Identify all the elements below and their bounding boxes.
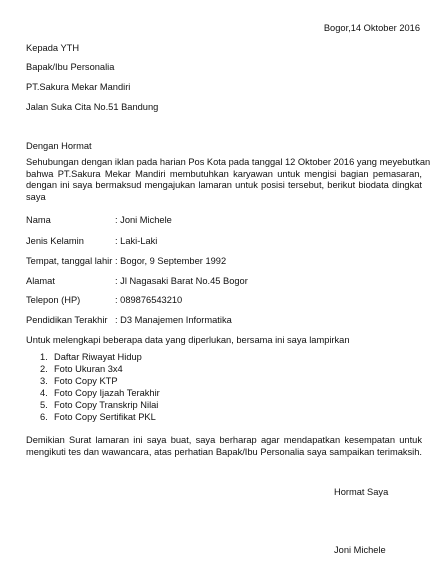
greeting: Dengan Hormat <box>26 141 92 151</box>
biodata-value-gender: : Laki-Laki <box>115 236 158 246</box>
recipient-line-3: PT.Sakura Mekar Mandiri <box>26 82 131 92</box>
closing-line: Demikian Surat lamaran ini saya buat, saya berharap agar mendapatkan kesempatan untuk <box>26 435 422 445</box>
list-item: Foto Ukuran 3x4 <box>54 364 123 374</box>
list-item: Foto Copy Sertifikat PKL <box>54 412 156 422</box>
biodata-value-phone: : 089876543210 <box>115 295 183 305</box>
signature-name: Joni Michele <box>334 545 386 555</box>
list-item-number: 2. <box>40 364 48 374</box>
recipient-line-1: Kepada YTH <box>26 43 80 53</box>
list-item: Foto Copy Ijazah Terakhir <box>54 388 160 398</box>
closing-paragraph <box>26 435 422 458</box>
list-item-number: 6. <box>40 412 48 422</box>
intro-paragraph <box>26 157 431 203</box>
biodata-label-phone: Telepon (HP) <box>26 295 81 305</box>
attachments-intro: Untuk melengkapi beberapa data yang diperlukan, bersama ini saya lampirkan <box>26 335 350 345</box>
list-item: Foto Copy KTP <box>54 376 118 386</box>
biodata-value-name: : Joni Michele <box>115 215 172 225</box>
list-item-number: 3. <box>40 376 48 386</box>
biodata-value-birth: : Bogor, 9 September 1992 <box>115 256 227 266</box>
biodata-value-address: : Jl Nagasaki Barat No.45 Bogor <box>115 276 248 286</box>
list-item-number: 1. <box>40 352 48 362</box>
letter-date: Bogor,14 Oktober 2016 <box>323 23 420 33</box>
recipient-line-2: Bapak/Ibu Personalia <box>26 62 115 72</box>
recipient-line-4: Jalan Suka Cita No.51 Bandung <box>26 102 159 112</box>
biodata-label-education: Pendidikan Terakhir <box>26 315 108 325</box>
sign-off: Hormat Saya <box>334 487 389 497</box>
intro-line: saya <box>26 191 46 202</box>
biodata-label-name: Nama <box>26 215 51 225</box>
biodata-label-birth: Tempat, tanggal lahir <box>26 256 113 266</box>
biodata-value-education: : D3 Manajemen Informatika <box>115 315 232 325</box>
list-item-number: 4. <box>40 388 48 398</box>
intro-line: Sehubungan dengan iklan pada harian Pos Kota pada tanggal 12 Oktober 2016 yang meyebutkan <box>26 157 431 167</box>
list-item-number: 5. <box>40 400 48 410</box>
biodata-label-gender: Jenis Kelamin <box>26 236 84 246</box>
list-item: Daftar Riwayat Hidup <box>54 352 142 362</box>
biodata-label-address: Alamat <box>26 276 55 286</box>
intro-line: bahwa PT.Sakura Mekar Mandiri membutuhkan karyawan untuk mengisi bagian pemasaran, <box>26 168 422 179</box>
intro-line: dengan ini saya bermaksud mengajukan lamaran untuk posisi tersebut, berikut biodata dingkat <box>26 180 422 191</box>
closing-line: mengikuti tes dan wawancara, atas perhatian Bapak/Ibu Personalia saya sampaikan terimaksih. <box>26 446 422 457</box>
list-item: Foto Copy Transkrip Nilai <box>54 400 159 410</box>
